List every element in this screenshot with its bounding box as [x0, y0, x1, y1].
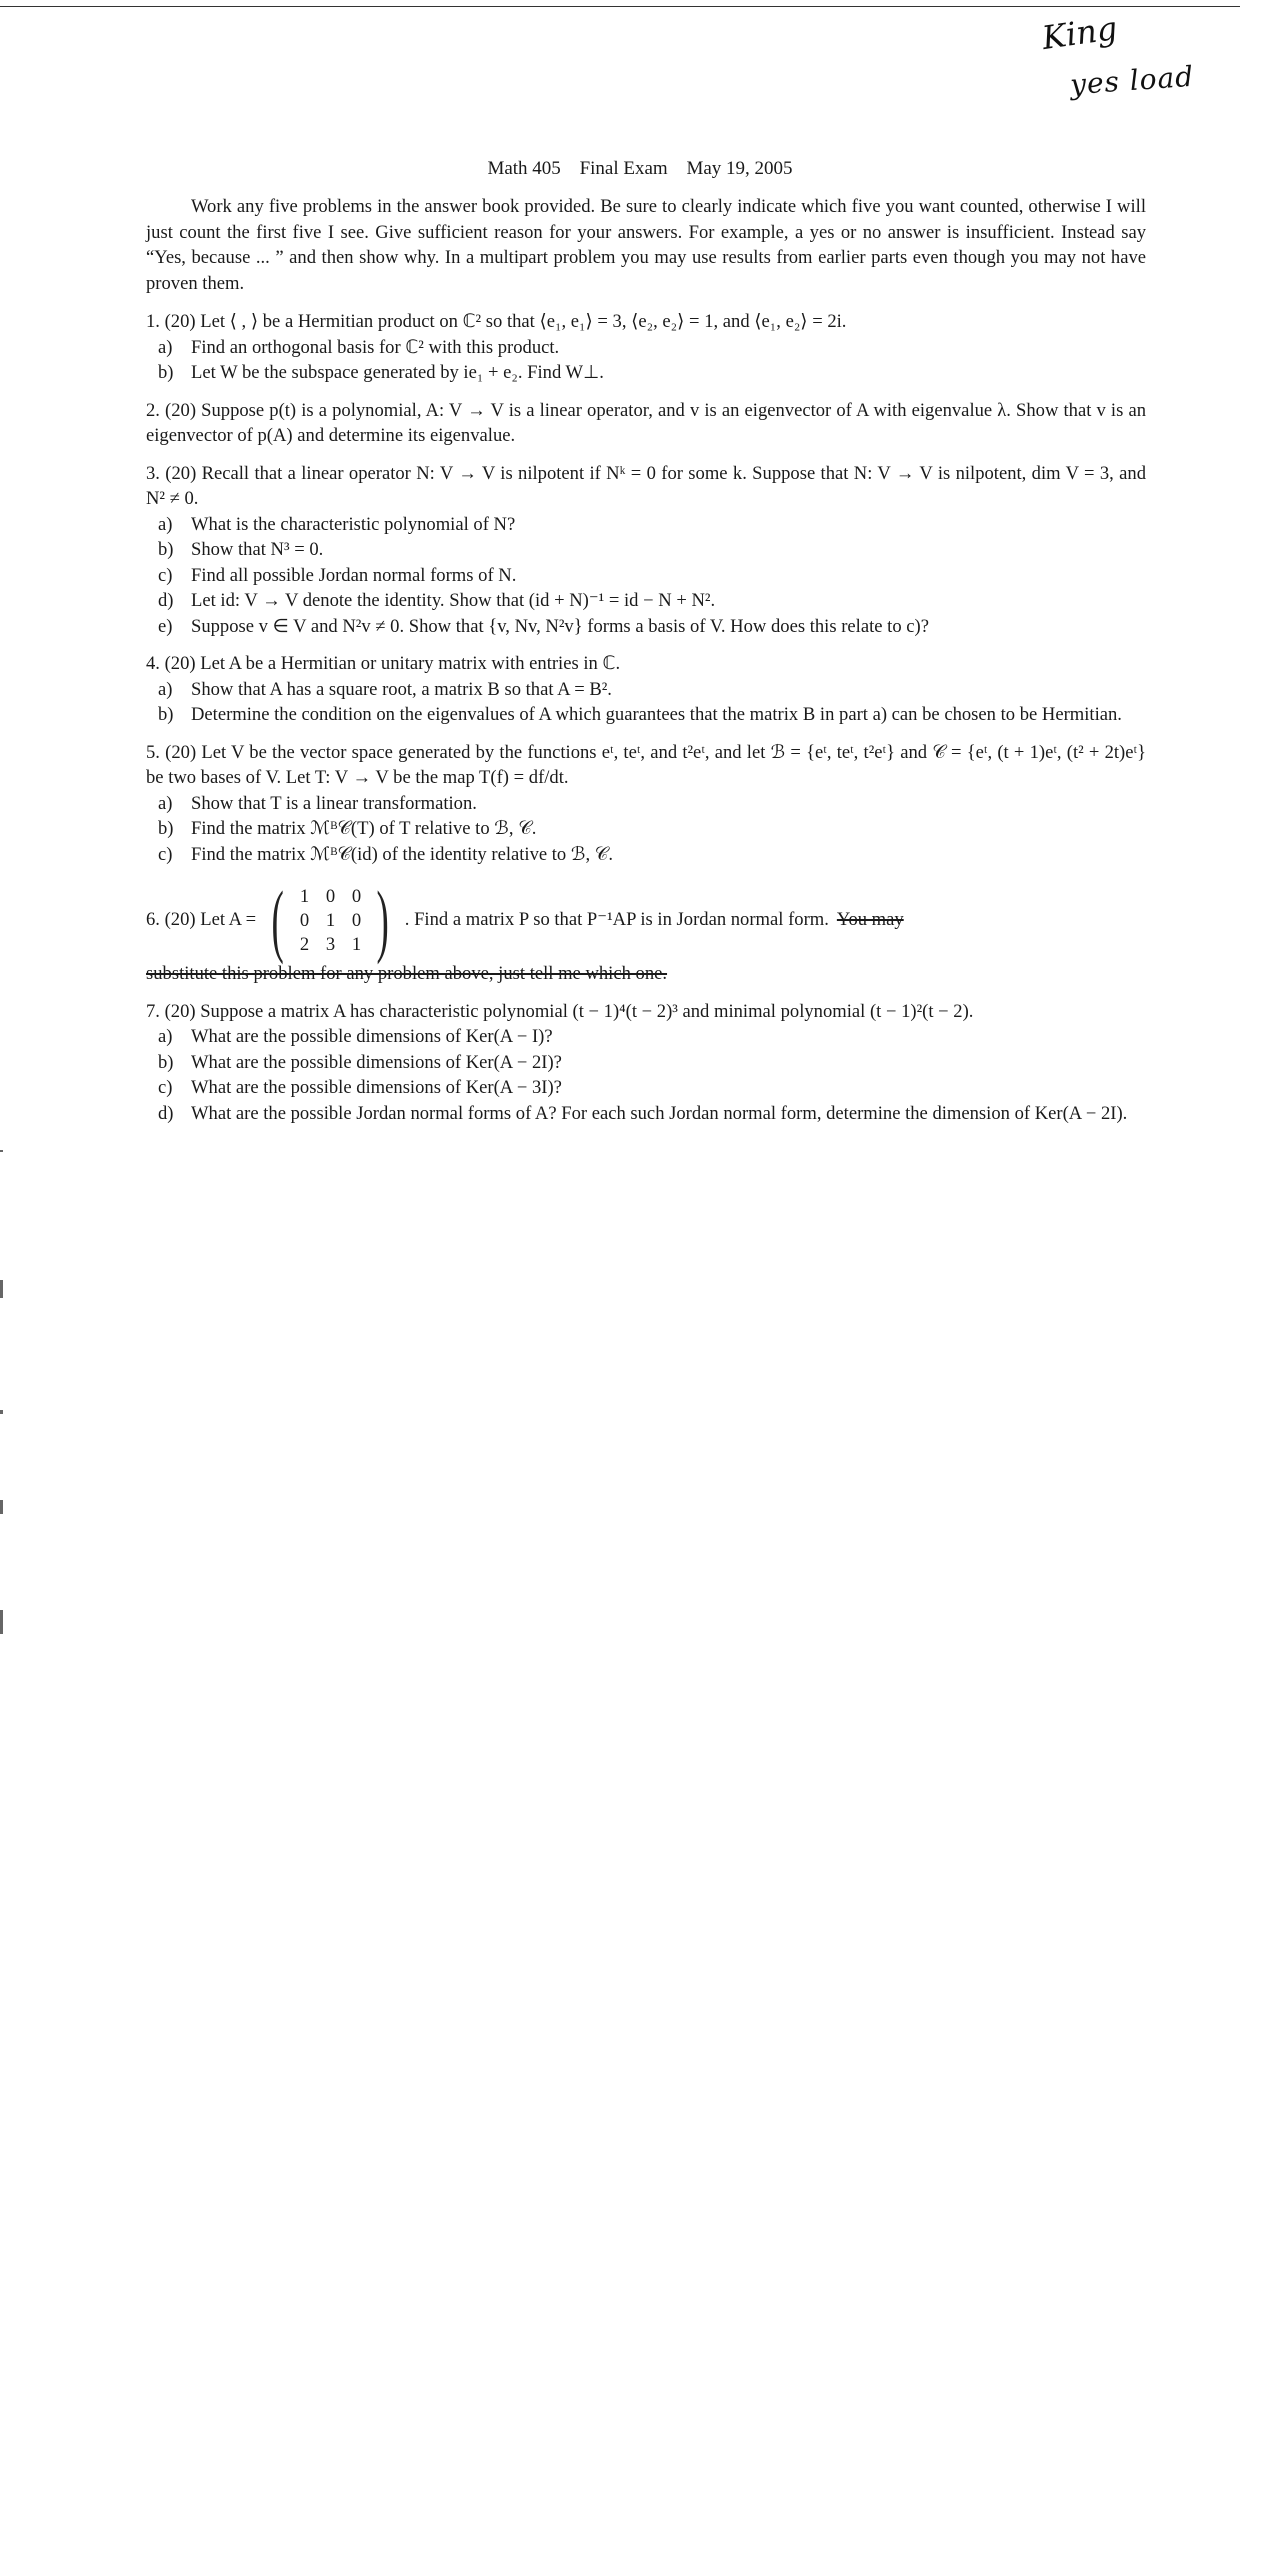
part-label: c)	[158, 843, 173, 865]
problem-part	[146, 1075, 1146, 1101]
problem-statement-tail: . Find a matrix P so that P⁻¹AP is in Jordan normal form.	[404, 909, 829, 931]
problem-part	[146, 614, 1146, 640]
right-paren: )	[376, 874, 390, 965]
problem-7	[146, 999, 1146, 1127]
matrix-cell: 3	[325, 934, 336, 955]
problem-4	[146, 651, 1146, 728]
part-label: b)	[158, 1051, 174, 1073]
part-label: b)	[158, 818, 174, 839]
scan-mark	[0, 1500, 3, 1514]
part-text: Find all possible Jordan normal forms of N.	[191, 564, 517, 586]
part-label: c)	[158, 564, 173, 586]
part-label: b)	[158, 704, 174, 725]
matrix-cell: 1	[299, 886, 310, 907]
problem-2	[146, 398, 1146, 449]
scan-mark	[0, 1410, 3, 1414]
problem-statement: 1. (20) Let ⟨ , ⟩ be a Hermitian product on ℂ² so that ⟨e₁, e₁⟩ = 3, ⟨e₂, e₂⟩ = 1, and ⟨e₁, e₂⟩ = 2i.	[146, 311, 847, 332]
problem-statement: 7. (20) Suppose a matrix A has characteristic polynomial (t − 1)⁴(t − 2)³ and minimal polynomial (t − 1)²(t − 2).	[146, 1000, 974, 1022]
matrix-cell: 0	[351, 886, 362, 907]
problem-part	[146, 816, 1146, 842]
part-text: What are the possible dimensions of Ker(A − 3I)?	[191, 1077, 562, 1098]
problem-statement: 4. (20) Let A be a Hermitian or unitary matrix with entries in ℂ.	[146, 653, 621, 674]
matrix-cell: 0	[351, 910, 362, 931]
scan-mark	[0, 1150, 3, 1152]
part-text: Find an orthogonal basis for ℂ² with this product.	[191, 336, 560, 358]
part-text: Let W be the subspace generated by ie₁ + e₂. Find W⊥.	[191, 362, 604, 383]
part-text: Find the matrix ℳᴮ𝒞(id) of the identity relative to ℬ, 𝒞.	[191, 843, 613, 865]
part-label: a)	[158, 513, 173, 535]
scan-mark	[0, 1280, 3, 1298]
problem-part	[146, 702, 1146, 728]
problem-part	[146, 537, 1146, 563]
exam-header	[0, 158, 1280, 180]
problem-6	[146, 874, 1146, 987]
problem-part	[146, 588, 1146, 614]
problem-part	[146, 1050, 1146, 1076]
problem-part	[146, 335, 1146, 361]
part-label: d)	[158, 590, 174, 611]
problem-statement: 5. (20) Let V be the vector space generated by the functions eᵗ, teᵗ, and t²eᵗ, and let ℬ = {eᵗ, teᵗ, t²eᵗ} and 𝒞 = {eᵗ, (t + 1)eᵗ, (t² + 2t)eᵗ} be two bases of V. Let T: V → V be the map T(f) = df/dt.	[146, 741, 1146, 788]
exam-content	[146, 194, 1146, 1138]
part-label: b)	[158, 539, 174, 560]
problem-part	[146, 512, 1146, 538]
problem-part	[146, 1101, 1146, 1127]
struck-text: You may	[836, 909, 904, 931]
problem-statement: 3. (20) Recall that a linear operator N: V → V is nilpotent if Nᵏ = 0 for some k. Suppose that N: V → V is nilpotent, dim V = 3, and N² ≠ 0.	[146, 462, 1146, 509]
problem-part	[146, 842, 1146, 868]
part-label: a)	[158, 792, 173, 814]
problem-part	[146, 677, 1146, 703]
part-text: Determine the condition on the eigenvalues of A which guarantees that the matrix B in part a) can be chosen to be Hermitian.	[191, 704, 1122, 725]
handwritten-note: yes load	[1069, 59, 1196, 102]
problem-statement-lead: 6. (20) Let A =	[146, 909, 257, 931]
problem-part	[146, 791, 1146, 817]
problem-5	[146, 740, 1146, 868]
part-text: Find the matrix ℳᴮ𝒞(T) of T relative to ℬ, 𝒞.	[191, 818, 537, 839]
matrix-cell: 1	[351, 934, 362, 955]
course-title: Math 405	[487, 158, 561, 179]
matrix-cell: 1	[325, 910, 336, 931]
part-label: b)	[158, 362, 174, 383]
scan-edge-marks	[0, 0, 10, 2560]
exam-title: Final Exam	[579, 158, 668, 179]
part-text: Let id: V → V denote the identity. Show that (id + N)⁻¹ = id − N + N².	[191, 590, 716, 611]
problem-1	[146, 309, 1146, 386]
part-label: c)	[158, 1077, 173, 1098]
part-label: a)	[158, 678, 173, 700]
problem-part	[146, 360, 1146, 386]
top-border	[0, 6, 1240, 7]
problem-part	[146, 1024, 1146, 1050]
part-text: Show that T is a linear transformation.	[191, 792, 477, 814]
part-text: What are the possible dimensions of Ker(A − I)?	[191, 1026, 553, 1047]
struck-text-line: substitute this problem for any problem above, just tell me which one.	[146, 963, 668, 984]
instructions: Work any five problems in the answer book provided. Be sure to clearly indicate which five you want counted, otherwise I will just count the first five I see. Give sufficient reason for your answers. For example, a yes or no answer is insufficient. Instead say “Yes, because ... ” and then show why. In a multipart problem you may use results from earlier parts even though you may not have proven them.	[146, 196, 1146, 294]
matrix-cell: 2	[299, 934, 310, 955]
problem-statement: 2. (20) Suppose p(t) is a polynomial, A: V → V is a linear operator, and v is an eigenvector of A with eigenvalue λ. Show that v is an eigenvector of p(A) and determine its eigenvalue.	[146, 399, 1146, 446]
part-text: What are the possible Jordan normal forms of A? For each such Jordan normal form, determine the dimension of Ker(A − 2I).	[191, 1102, 1128, 1124]
matrix-a	[264, 874, 397, 965]
part-label: a)	[158, 1026, 173, 1047]
part-label: a)	[158, 336, 173, 358]
part-text: Show that A has a square root, a matrix B so that A = B².	[191, 678, 612, 700]
scan-mark	[0, 1610, 3, 1634]
left-paren: (	[271, 874, 284, 965]
problem-part	[146, 563, 1146, 589]
part-text: What is the characteristic polynomial of N?	[191, 513, 516, 535]
handwritten-name: King	[1039, 8, 1120, 58]
problem-3	[146, 461, 1146, 640]
matrix-cell: 0	[325, 886, 336, 907]
part-text: Show that N³ = 0.	[191, 539, 324, 560]
matrix-cell: 0	[299, 910, 310, 931]
part-label: e)	[158, 615, 173, 637]
part-label: d)	[158, 1102, 174, 1124]
part-text: Suppose v ∈ V and N²v ≠ 0. Show that {v, Nv, N²v} forms a basis of V. How does this relate to c)?	[191, 615, 929, 637]
part-text: What are the possible dimensions of Ker(A − 2I)?	[191, 1051, 562, 1073]
exam-date: May 19, 2005	[686, 158, 793, 179]
